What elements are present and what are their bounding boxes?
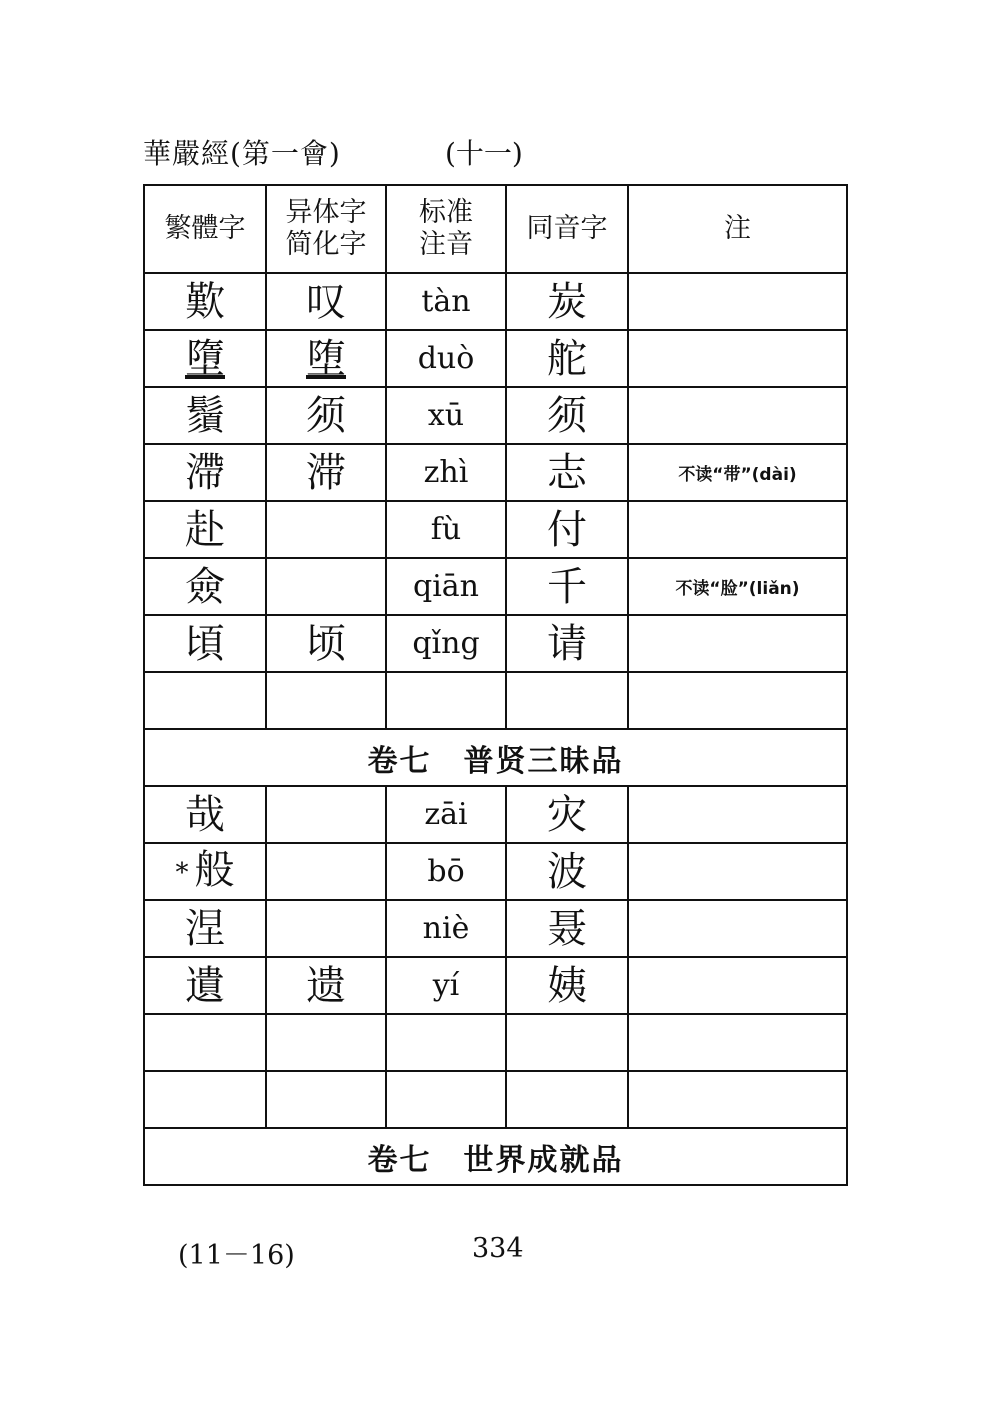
variant-cell bbox=[266, 786, 386, 843]
header-row bbox=[144, 185, 847, 273]
note-cell bbox=[628, 957, 847, 1014]
trad-cell: 僉 bbox=[144, 558, 266, 615]
variant-cell: 叹 bbox=[266, 273, 386, 330]
variant-cell bbox=[266, 1071, 386, 1128]
note-cell bbox=[628, 900, 847, 957]
pinyin-cell: duò bbox=[386, 330, 506, 387]
variant-cell: 遗 bbox=[266, 957, 386, 1014]
variant-cell bbox=[266, 558, 386, 615]
variant-cell bbox=[266, 672, 386, 729]
homophone-cell: 请 bbox=[506, 615, 628, 672]
homophone-cell: 千 bbox=[506, 558, 628, 615]
note-cell bbox=[628, 387, 847, 444]
note-cell: 不读“带”(dài) bbox=[628, 444, 847, 501]
variant-cell: 顷 bbox=[266, 615, 386, 672]
pinyin-cell: fù bbox=[386, 501, 506, 558]
homophone-cell: 炭 bbox=[506, 273, 628, 330]
note-cell bbox=[628, 501, 847, 558]
table-row bbox=[144, 957, 847, 1014]
section-title: 卷七 普贤三昧品 bbox=[144, 729, 847, 786]
homophone-cell bbox=[506, 672, 628, 729]
pinyin-cell: yí bbox=[386, 957, 506, 1014]
table-row bbox=[144, 786, 847, 843]
pinyin-cell: tàn bbox=[386, 273, 506, 330]
table-row bbox=[144, 444, 847, 501]
character-table bbox=[143, 184, 848, 1186]
trad-cell: 鬚 bbox=[144, 387, 266, 444]
pinyin-cell: zhì bbox=[386, 444, 506, 501]
trad-cell: 滯 bbox=[144, 444, 266, 501]
table-row-empty bbox=[144, 1071, 847, 1128]
trad-cell: 歎 bbox=[144, 273, 266, 330]
table-row bbox=[144, 900, 847, 957]
table-row bbox=[144, 330, 847, 387]
section-row bbox=[144, 729, 847, 786]
pinyin-cell bbox=[386, 1014, 506, 1071]
variant-char: 堕 bbox=[306, 335, 346, 382]
note-cell: 不读“脸”(liǎn) bbox=[628, 558, 847, 615]
pinyin-cell: qiān bbox=[386, 558, 506, 615]
pinyin-cell: niè bbox=[386, 900, 506, 957]
homophone-cell: 灾 bbox=[506, 786, 628, 843]
table-row bbox=[144, 273, 847, 330]
pinyin-cell: xū bbox=[386, 387, 506, 444]
note-cell bbox=[628, 1071, 847, 1128]
col-header-traditional: 繁體字 bbox=[144, 185, 266, 273]
homophone-cell: 姨 bbox=[506, 957, 628, 1014]
trad-char: 墮 bbox=[185, 335, 225, 382]
col-header-homophone: 同音字 bbox=[506, 185, 628, 273]
note-cell bbox=[628, 672, 847, 729]
homophone-cell: 舵 bbox=[506, 330, 628, 387]
trad-cell: 涅 bbox=[144, 900, 266, 957]
volume-number: (十一) bbox=[445, 137, 523, 170]
table-row bbox=[144, 615, 847, 672]
footer-code: (11－16) bbox=[178, 1240, 295, 1271]
trad-cell bbox=[144, 330, 266, 387]
table-row-empty bbox=[144, 672, 847, 729]
variant-cell bbox=[266, 900, 386, 957]
trad-cell: 頃 bbox=[144, 615, 266, 672]
table-row-empty bbox=[144, 1014, 847, 1071]
trad-char: 般 bbox=[194, 847, 235, 893]
homophone-cell: 聂 bbox=[506, 900, 628, 957]
trad-cell: 赴 bbox=[144, 501, 266, 558]
trad-cell bbox=[144, 672, 266, 729]
trad-cell: 遺 bbox=[144, 957, 266, 1014]
pinyin-cell bbox=[386, 672, 506, 729]
variant-cell bbox=[266, 330, 386, 387]
col-header-pinyin bbox=[386, 185, 506, 273]
table-row bbox=[144, 558, 847, 615]
asterisk-mark: * bbox=[175, 858, 189, 888]
table-row bbox=[144, 387, 847, 444]
pinyin-cell: qǐng bbox=[386, 615, 506, 672]
variant-cell: 滞 bbox=[266, 444, 386, 501]
section-row bbox=[144, 1128, 847, 1185]
col-header-note: 注 bbox=[628, 185, 847, 273]
pinyin-cell: bō bbox=[386, 843, 506, 900]
section-title: 卷七 世界成就品 bbox=[144, 1128, 847, 1185]
variant-cell bbox=[266, 501, 386, 558]
table-row bbox=[144, 501, 847, 558]
note-cell bbox=[628, 843, 847, 900]
note-cell bbox=[628, 330, 847, 387]
trad-cell: 哉 bbox=[144, 786, 266, 843]
trad-cell bbox=[144, 1071, 266, 1128]
col-header-variant-text: 异体字 简化字 bbox=[285, 197, 367, 260]
homophone-cell: 须 bbox=[506, 387, 628, 444]
homophone-cell bbox=[506, 1014, 628, 1071]
note-cell bbox=[628, 786, 847, 843]
table-row bbox=[144, 843, 847, 900]
trad-cell bbox=[144, 843, 266, 900]
trad-cell bbox=[144, 1014, 266, 1071]
page-number: 334 bbox=[472, 1233, 524, 1264]
note-cell bbox=[628, 1014, 847, 1071]
homophone-cell: 付 bbox=[506, 501, 628, 558]
variant-cell bbox=[266, 1014, 386, 1071]
note-cell bbox=[628, 273, 847, 330]
variant-cell: 须 bbox=[266, 387, 386, 444]
col-header-pinyin-text: 标准 注音 bbox=[419, 197, 473, 260]
note-cell bbox=[628, 615, 847, 672]
homophone-cell: 志 bbox=[506, 444, 628, 501]
homophone-cell: 波 bbox=[506, 843, 628, 900]
page-title: 華嚴經(第一會) bbox=[143, 137, 341, 170]
variant-cell bbox=[266, 843, 386, 900]
col-header-variant bbox=[266, 185, 386, 273]
pinyin-cell bbox=[386, 1071, 506, 1128]
homophone-cell bbox=[506, 1071, 628, 1128]
pinyin-cell: zāi bbox=[386, 786, 506, 843]
